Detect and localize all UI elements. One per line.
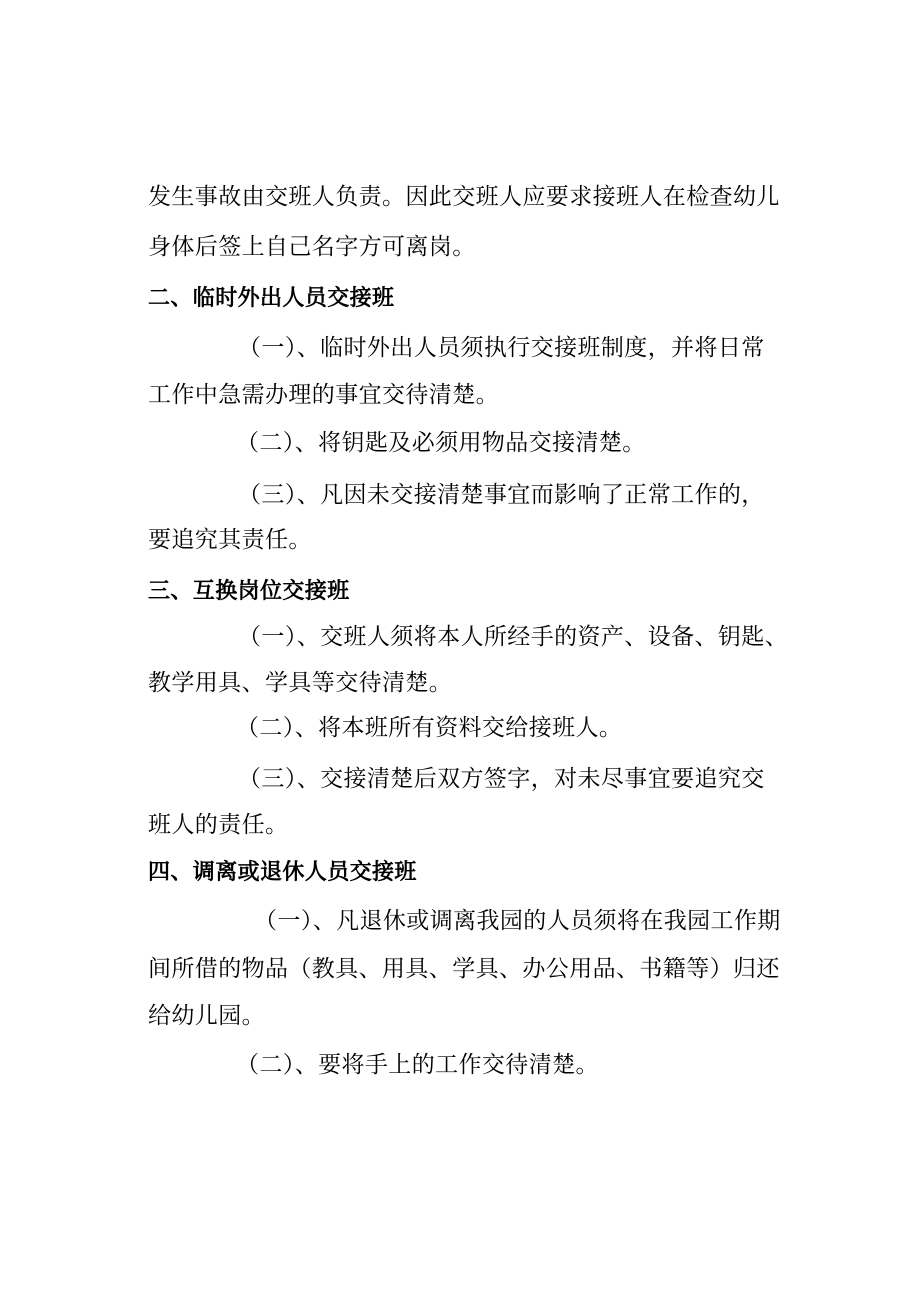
paragraph-line: （一）、临时外出人员须执行交接班制度，并将日常 (238, 335, 765, 361)
paragraph-line: （一）、交班人须将本人所经手的资产、设备、钥匙、 (238, 624, 789, 650)
paragraph-line: 身体后签上自己名字方可离岗。 (148, 234, 476, 260)
paragraph-line: 间所借的物品（教具、用具、学具、办公用品、书籍等）归还 (148, 956, 780, 982)
section-heading: 三、互换岗位交接班 (148, 579, 350, 604)
paragraph-line: 发生事故由交班人负责。因此交班人应要求接班人在检查幼儿 (148, 184, 780, 210)
paragraph-line: 教学用具、学具等交待清楚。 (148, 670, 453, 696)
paragraph-line: （二）、将本班所有资料交给接班人。 (236, 715, 623, 741)
section-heading: 四、调离或退休人员交接班 (148, 860, 417, 885)
paragraph-line: （三）、凡因未交接清楚事宜而影响了正常工作的， (238, 482, 765, 508)
paragraph-line: （二）、要将手上的工作交待清楚。 (236, 1052, 599, 1078)
paragraph-line: 工作中急需办理的事宜交待清楚。 (148, 382, 499, 408)
section-heading: 二、临时外出人员交接班 (148, 286, 395, 311)
paragraph-line: （二）、将钥匙及必须用物品交接清楚。 (236, 430, 646, 456)
paragraph-line: （一）、凡退休或调离我园的人员须将在我园工作期 (254, 908, 781, 934)
paragraph-line: 给幼儿园。 (148, 1003, 265, 1029)
paragraph-line: 要追究其责任。 (148, 527, 312, 553)
paragraph-line: 班人的责任。 (148, 812, 289, 838)
paragraph-line: （三）、交接清楚后双方签字，对未尽事宜要追究交 (238, 766, 765, 792)
